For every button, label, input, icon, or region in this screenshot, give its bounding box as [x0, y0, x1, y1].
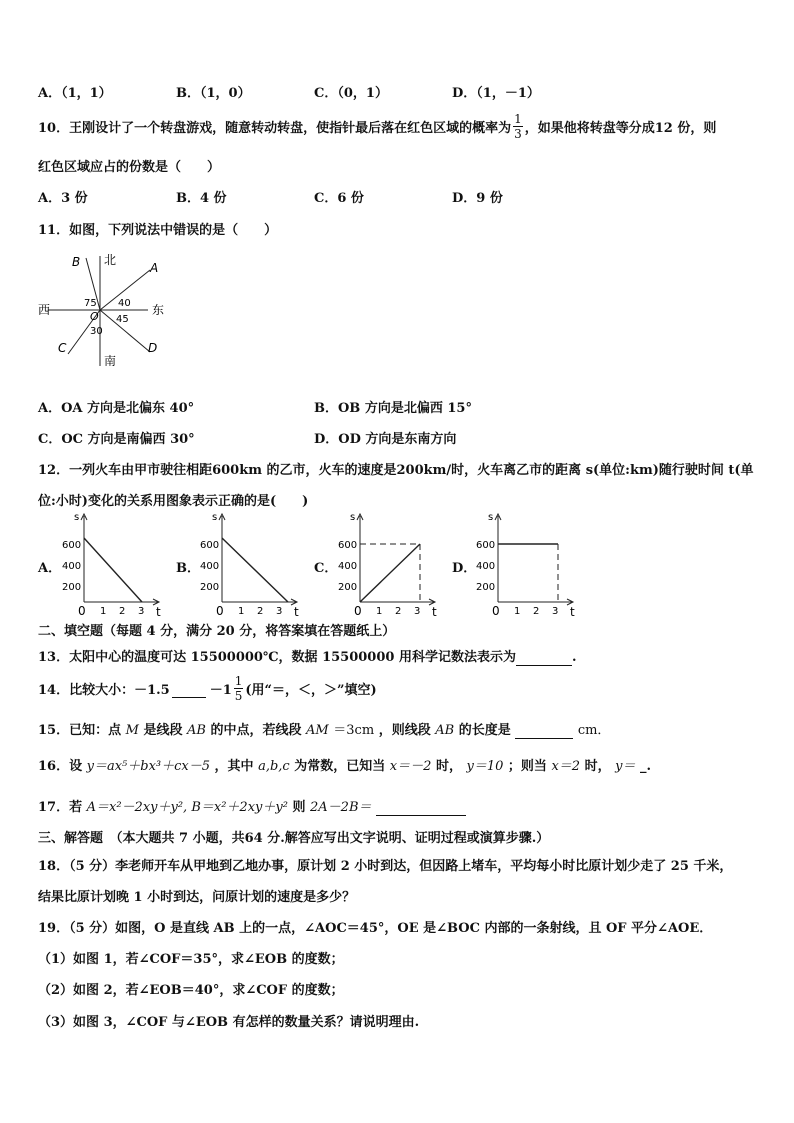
q14-fraction — [234, 674, 244, 703]
graph-c-xtick-0: 0 — [354, 604, 362, 616]
q15-stem — [38, 719, 610, 739]
q14-stem — [38, 674, 377, 703]
angle-75: 75 — [84, 298, 97, 309]
graph-c-ytick-600: 600 — [338, 540, 358, 551]
label-east: 东 — [152, 303, 165, 317]
graph-a-ytick-400: 400 — [62, 561, 82, 572]
q12-stem-line2: 位:小时)变化的关系用图象表示正确的是( ) — [38, 494, 309, 509]
label-north: 北 — [104, 253, 117, 267]
q16-x-2: x＝2 — [551, 759, 581, 774]
graph-d-xtick-2: 2 — [533, 606, 540, 616]
graph-a — [58, 508, 168, 616]
graph-a-line — [84, 538, 142, 602]
graph-b-line — [222, 538, 288, 602]
graph-a-ytick-600: 600 — [62, 540, 82, 551]
q9-option-a: A．（1，1） — [38, 86, 112, 101]
q9-option-c: C．（0，1） — [314, 86, 388, 101]
label-west: 西 — [38, 303, 51, 317]
label-b: B — [72, 255, 81, 269]
q17-text-mid: 则 — [292, 800, 306, 815]
label-c: C — [58, 341, 67, 355]
q17-formula: A＝x²－2xy＋y², B＝x²＋2xy＋y² — [86, 800, 288, 815]
q12-graph-d-letter: D． — [452, 561, 477, 576]
graph-d-ytick-400: 400 — [476, 561, 496, 572]
q18-line1: 18．（5 分）李老师开车从甲地到乙地办事，原计划 2 小时到达，但因路上堵车，平均每小时比原计划少走了 25 千米， — [38, 859, 733, 874]
q16-text-mid1: ，其中 — [214, 759, 254, 774]
graph-d-ytick-600: 600 — [476, 540, 496, 551]
q16-y-answer: y＝ — [615, 759, 636, 774]
q10-option-d: D．9 份 — [452, 191, 503, 206]
graph-a-xtick-3: 3 — [138, 606, 145, 616]
q15-text-mid1: 是线段 — [143, 723, 183, 738]
graph-c-xtick-1: 1 — [376, 606, 383, 616]
graph-a-xtick-1: 1 — [100, 606, 107, 616]
q15-segment-ab: AB — [187, 723, 206, 738]
angle-45: 45 — [116, 314, 129, 325]
q14-frac-den: 5 — [234, 689, 243, 703]
q16-formula: y＝ax⁵＋bx³＋cx－5 — [86, 759, 211, 774]
q10-text-post: ，如果他将转盘等分成12 份，则 — [524, 121, 717, 136]
graph-b-xtick-2: 2 — [257, 606, 264, 616]
q10-option-b: B．4 份 — [176, 191, 227, 206]
label-o: O — [90, 310, 99, 323]
graph-b-xtick-0: 0 — [216, 604, 224, 616]
q16-text-mid4: ；则当 — [507, 759, 547, 774]
graph-d-xtick-0: 0 — [492, 604, 500, 616]
graph-a-ytick-200: 200 — [62, 582, 82, 593]
q10-option-a: A．3 份 — [38, 191, 88, 206]
q9-option-d: D．（1，－1） — [452, 86, 540, 101]
graph-b-t-label: t — [294, 605, 299, 616]
q19-sub1: （1）如图 1，若∠COF＝35°，求∠EOB 的度数； — [38, 952, 344, 967]
q12-graph-b-letter: B． — [176, 561, 200, 576]
q11-option-a: A．OA 方向是北偏东 40° — [38, 401, 195, 416]
graph-b-ytick-600: 600 — [200, 540, 220, 551]
graph-c — [334, 508, 444, 616]
graph-d-t-label: t — [570, 605, 575, 616]
q16-text-mid2: 为常数，已知当 — [294, 759, 386, 774]
q11-stem: 11．如图，下列说法中错误的是（ ） — [38, 223, 278, 238]
q10-text-pre: 10．王刚设计了一个转盘游戏，随意转动转盘，使指针最后落在红色区域的概率为 — [38, 121, 512, 136]
graph-d — [472, 508, 582, 616]
q12-graph-c-letter: C． — [314, 561, 338, 576]
graph-a-xtick-2: 2 — [119, 606, 126, 616]
q14-text-mid: －1 — [209, 683, 232, 698]
q15-text-mid4: 的长度是 — [458, 723, 511, 738]
graph-b-ytick-200: 200 — [200, 582, 220, 593]
q15-am-value: ＝3cm — [333, 723, 375, 738]
graph-b — [196, 508, 306, 616]
q17-stem — [38, 796, 466, 816]
graph-c-t-label: t — [432, 605, 437, 616]
graph-c-xtick-2: 2 — [395, 606, 402, 616]
q19-line1: 19．（5 分）如图，O 是直线 AB 上的一点，∠AOC＝45°，OE 是∠BOC 内部的一条射线，且 OF 平分∠AOE． — [38, 921, 713, 936]
q17-text-pre: 17．若 — [38, 800, 83, 815]
q10-stem-line2: 红色区域应占的份数是（ ） — [38, 160, 221, 175]
q15-segment-ab-2: AB — [435, 723, 455, 738]
q10-frac-den: 3 — [514, 127, 522, 141]
q19-sub2: （2）如图 2，若∠EOB＝40°，求∠COF 的度数； — [38, 983, 344, 998]
q15-point-m: M — [125, 723, 139, 738]
graph-d-xtick-3: 3 — [552, 606, 559, 616]
label-south: 南 — [104, 354, 117, 368]
graph-d-xtick-1: 1 — [514, 606, 521, 616]
q10-stem-line1 — [38, 112, 716, 141]
q17-expression: 2A－2B＝ — [310, 800, 372, 815]
graph-c-ytick-400: 400 — [338, 561, 358, 572]
q11-option-d: D．OD 方向是东南方向 — [314, 432, 457, 447]
q13-end: . — [571, 650, 577, 665]
graph-a-t-label: t — [156, 605, 161, 616]
compass-figure — [38, 248, 188, 373]
q11-option-b: B．OB 方向是北偏西 15° — [314, 401, 472, 416]
q15-text-mid3: ，则线段 — [378, 723, 431, 738]
graph-c-xtick-3: 3 — [414, 606, 421, 616]
graph-b-xtick-1: 1 — [238, 606, 245, 616]
q14-text-post: (用“＝，＜，＞”填空) — [245, 683, 377, 698]
angle-40: 40 — [118, 298, 131, 309]
q14-answer-blank — [172, 682, 206, 698]
label-d: D — [148, 341, 158, 355]
q15-text-pre: 15．已知：点 — [38, 723, 122, 738]
section-3-heading: 三、解答题 （本大题共 7 小题，共64 分.解答应写出文字说明、证明过程或演算步骤.） — [38, 831, 550, 846]
graph-b-xtick-3: 3 — [276, 606, 283, 616]
q9-option-b: B．（1，0） — [176, 86, 251, 101]
section-2-heading: 二、填空题（每题 4 分，满分 20 分，将答案填在答题纸上） — [38, 624, 396, 639]
q15-text-mid2: 的中点，若线段 — [210, 723, 302, 738]
q10-fraction — [513, 112, 523, 141]
q16-x-neg2: x＝－2 — [389, 759, 432, 774]
q19-sub3: （3）如图 3，∠COF 与∠EOB 有怎样的数量关系？请说明理由. — [38, 1015, 420, 1030]
graph-d-s-label: s — [488, 512, 494, 523]
q15-segment-am: AM — [306, 723, 329, 738]
angle-30: 30 — [90, 326, 103, 337]
q16-stem — [38, 755, 651, 774]
q16-y-10: y＝10 — [466, 759, 504, 774]
q14-frac-num: 1 — [234, 674, 243, 688]
graph-c-line — [360, 544, 420, 602]
graph-b-ytick-400: 400 — [200, 561, 220, 572]
q15-unit: cm． — [577, 723, 611, 738]
q12-graph-a-letter: A． — [38, 561, 62, 576]
q13-answer-blank — [516, 650, 572, 666]
graph-c-s-label: s — [350, 512, 356, 523]
q16-text-mid5: 时， — [584, 759, 611, 774]
graph-d-ytick-200: 200 — [476, 582, 496, 593]
q17-answer-blank — [376, 800, 466, 816]
q10-frac-num: 1 — [514, 112, 522, 126]
q13-stem — [38, 646, 577, 666]
q13-text: 13．太阳中心的温度可达 15500000℃，数据 15500000 用科学记数法表示为 — [38, 650, 516, 665]
q16-constants: a,b,c — [258, 759, 290, 774]
q16-answer-blank: _. — [640, 759, 652, 774]
q16-text-mid3: 时， — [435, 759, 462, 774]
q10-option-c: C．6 份 — [314, 191, 364, 206]
graph-c-ytick-200: 200 — [338, 582, 358, 593]
graph-a-xtick-0: 0 — [78, 604, 86, 616]
q16-text-pre: 16．设 — [38, 759, 83, 774]
graph-b-s-label: s — [212, 512, 218, 523]
q15-answer-blank — [515, 723, 573, 739]
graph-a-s-label: s — [74, 512, 80, 523]
q12-stem-line1: 12．一列火车由甲市驶往相距600km 的乙市，火车的速度是200km/时，火车离乙市的距离 s(单位:km)随行驶时间 t(单 — [38, 463, 754, 478]
q11-option-c: C．OC 方向是南偏西 30° — [38, 432, 195, 447]
q18-line2: 结果比原计划晚 1 小时到达，问原计划的速度是多少？ — [38, 890, 356, 905]
label-a: A — [150, 261, 159, 275]
q14-text-pre: 14．比较大小：－1.5 — [38, 683, 170, 698]
